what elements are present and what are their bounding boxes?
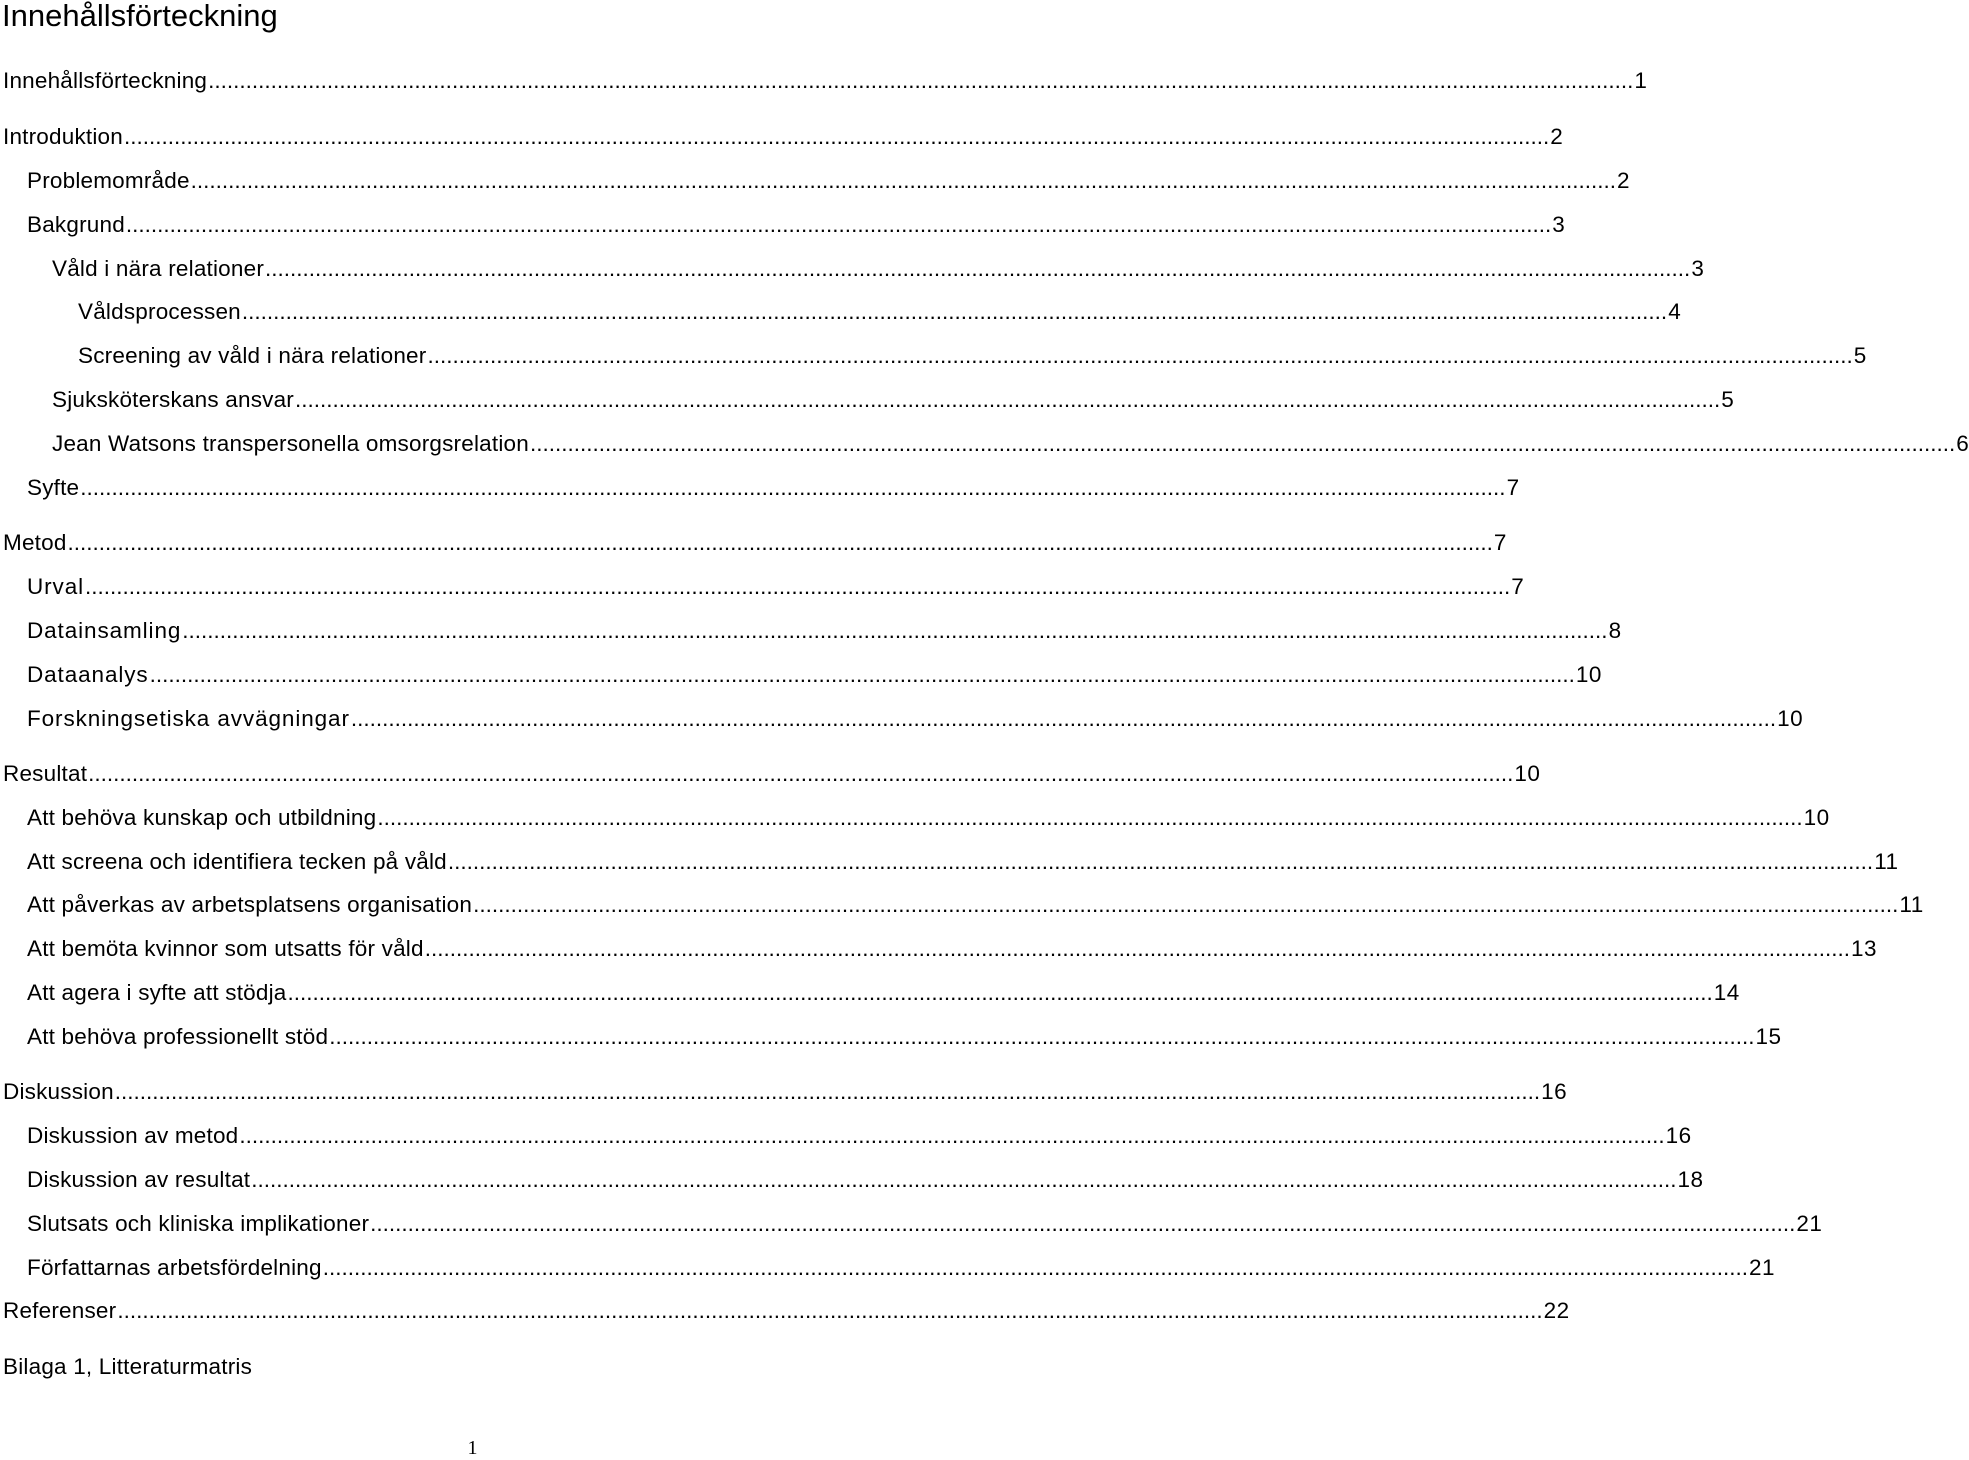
toc-entry-page: 7 bbox=[1493, 530, 1507, 555]
dot-leader bbox=[473, 890, 1898, 920]
appendix-entry: Bilaga 1, Litteraturmatris bbox=[3, 1354, 253, 1379]
toc-entry-page: 5 bbox=[1853, 343, 1867, 368]
toc-entry[interactable] bbox=[0, 660, 1602, 690]
dot-leader bbox=[265, 254, 1690, 284]
toc-entry[interactable] bbox=[0, 254, 1705, 284]
toc-entry[interactable] bbox=[0, 1253, 1776, 1283]
toc-entry-title: Att behöva professionellt stöd bbox=[27, 1024, 329, 1049]
dot-leader bbox=[208, 66, 1633, 96]
toc-entry[interactable] bbox=[0, 978, 1740, 1008]
toc-entry-title: Att behöva kunskap och utbildning bbox=[27, 805, 377, 830]
dot-leader bbox=[117, 1296, 1542, 1326]
toc-entry-title: Problemområde bbox=[27, 168, 190, 193]
toc-entry-page: 10 bbox=[1803, 805, 1830, 830]
toc-heading: Innehållsförteckning bbox=[2, 0, 278, 33]
toc-entry-title: Diskussion av resultat bbox=[27, 1167, 251, 1192]
toc-entry-title: Datainsamling bbox=[27, 618, 182, 643]
toc-entry-title: Introduktion bbox=[3, 124, 123, 149]
toc-entry-title: Dataanalys bbox=[27, 662, 149, 687]
toc-entry[interactable] bbox=[0, 572, 1525, 602]
toc-entry-page: 13 bbox=[1851, 936, 1878, 961]
dot-leader bbox=[191, 166, 1616, 196]
dot-leader bbox=[88, 759, 1513, 789]
toc-entry-title: Sjuksköterskans ansvar bbox=[52, 387, 295, 412]
toc-entry[interactable] bbox=[0, 1077, 1568, 1107]
toc-entry-page: 4 bbox=[1668, 299, 1682, 324]
toc-entry-page: 21 bbox=[1796, 1211, 1823, 1236]
toc-entry[interactable] bbox=[0, 759, 1541, 789]
toc-entry-title: Urval bbox=[27, 574, 85, 599]
toc-entry[interactable] bbox=[0, 890, 1924, 920]
toc-entry-page: 8 bbox=[1608, 618, 1622, 643]
toc-entry-page: 5 bbox=[1721, 387, 1735, 412]
dot-leader bbox=[124, 122, 1549, 152]
dot-leader bbox=[448, 847, 1873, 877]
toc-entry[interactable] bbox=[0, 166, 1630, 196]
toc-entry[interactable] bbox=[0, 122, 1564, 152]
toc-entry-title: Innehållsförteckning bbox=[3, 68, 208, 93]
toc-entry-page: 3 bbox=[1691, 256, 1705, 281]
toc-entry[interactable] bbox=[0, 616, 1622, 646]
toc-entry-title: Resultat bbox=[3, 761, 88, 786]
toc-entry-page: 10 bbox=[1575, 662, 1602, 687]
dot-leader bbox=[329, 1022, 1754, 1052]
dot-leader bbox=[242, 297, 1667, 327]
toc-entry-title: Diskussion av metod bbox=[27, 1123, 239, 1148]
dot-leader bbox=[295, 385, 1720, 415]
toc-entry-title: Att påverkas av arbetsplatsens organisation bbox=[27, 892, 473, 917]
toc-entry-page: 14 bbox=[1713, 980, 1740, 1005]
toc-entry[interactable] bbox=[0, 1022, 1782, 1052]
toc-entry[interactable] bbox=[0, 934, 1878, 964]
dot-leader bbox=[80, 473, 1505, 503]
toc-entry-title: Forskningsetiska avvägningar bbox=[27, 706, 350, 731]
dot-leader bbox=[182, 616, 1607, 646]
toc-entry[interactable] bbox=[0, 704, 1804, 734]
toc-entry[interactable] bbox=[0, 847, 1899, 877]
toc-entry-page: 10 bbox=[1777, 706, 1804, 731]
toc-entry-title: Screening av våld i nära relationer bbox=[78, 343, 427, 368]
dot-leader bbox=[85, 572, 1510, 602]
dot-leader bbox=[377, 803, 1802, 833]
dot-leader bbox=[68, 528, 1493, 558]
toc-entry-page: 2 bbox=[1616, 168, 1630, 193]
page-number: 1 bbox=[467, 1437, 478, 1459]
toc-entry-page: 10 bbox=[1514, 761, 1541, 786]
toc-entry[interactable] bbox=[0, 210, 1566, 240]
toc-entry[interactable] bbox=[0, 803, 1830, 833]
toc-entry-title: Jean Watsons transpersonella omsorgsrelation bbox=[52, 431, 529, 456]
toc-entry[interactable] bbox=[0, 1165, 1704, 1195]
toc-entry-page: 16 bbox=[1541, 1079, 1568, 1104]
dot-leader bbox=[115, 1077, 1540, 1107]
toc-entry[interactable] bbox=[0, 341, 1867, 371]
toc-entry-title: Att screena och identifiera tecken på våld bbox=[27, 849, 447, 874]
toc-entry-title: Att bemöta kvinnor som utsatts för våld bbox=[27, 936, 424, 961]
toc-entry[interactable] bbox=[0, 1296, 1570, 1326]
dot-leader bbox=[251, 1165, 1676, 1195]
toc-entry[interactable] bbox=[0, 297, 1682, 327]
toc-entry-page: 3 bbox=[1552, 212, 1566, 237]
toc-entry[interactable] bbox=[0, 1209, 1823, 1239]
toc-entry-page: 16 bbox=[1665, 1123, 1692, 1148]
toc-entry-page: 6 bbox=[1956, 431, 1969, 456]
toc-entry[interactable] bbox=[0, 528, 1507, 558]
toc-entry-page: 7 bbox=[1506, 475, 1520, 500]
dot-leader bbox=[126, 210, 1551, 240]
toc-entry-title: Metod bbox=[3, 530, 67, 555]
toc-entry-title: Våld i nära relationer bbox=[52, 256, 265, 281]
dot-leader bbox=[287, 978, 1712, 1008]
toc-entry[interactable] bbox=[0, 1121, 1692, 1151]
toc-entry[interactable] bbox=[0, 66, 1648, 96]
toc-entry-title: Att agera i syfte att stödja bbox=[27, 980, 287, 1005]
toc-entry[interactable] bbox=[0, 385, 1735, 415]
toc-entry-title: Syfte bbox=[27, 475, 80, 500]
toc-entry-title: Författarnas arbetsfördelning bbox=[27, 1255, 322, 1280]
toc-entry-title: Diskussion bbox=[3, 1079, 114, 1104]
toc-entry-page: 2 bbox=[1550, 124, 1564, 149]
toc-entry[interactable] bbox=[0, 429, 1969, 459]
toc-entry-title: Våldsprocessen bbox=[78, 299, 241, 324]
dot-leader bbox=[427, 341, 1852, 371]
toc-entry-page: 7 bbox=[1511, 574, 1525, 599]
dot-leader bbox=[239, 1121, 1664, 1151]
toc-entry-title: Slutsats och kliniska implikationer bbox=[27, 1211, 370, 1236]
dot-leader bbox=[150, 660, 1575, 690]
toc-entry-page: 18 bbox=[1677, 1167, 1704, 1192]
dot-leader bbox=[530, 429, 1955, 459]
dot-leader bbox=[323, 1253, 1748, 1283]
toc-entry-page: 11 bbox=[1899, 892, 1924, 917]
toc-entry-title: Bakgrund bbox=[27, 212, 125, 237]
dot-leader bbox=[425, 934, 1850, 964]
toc-entry-page: 15 bbox=[1755, 1024, 1782, 1049]
toc-entry-page: 21 bbox=[1749, 1255, 1776, 1280]
toc-entry[interactable] bbox=[0, 473, 1520, 503]
dot-leader bbox=[370, 1209, 1795, 1239]
toc-entry-page: 1 bbox=[1634, 68, 1648, 93]
toc-entry-title: Referenser bbox=[3, 1298, 117, 1323]
toc-entry-page: 11 bbox=[1874, 849, 1899, 874]
dot-leader bbox=[351, 704, 1776, 734]
toc-entry-page: 22 bbox=[1543, 1298, 1570, 1323]
